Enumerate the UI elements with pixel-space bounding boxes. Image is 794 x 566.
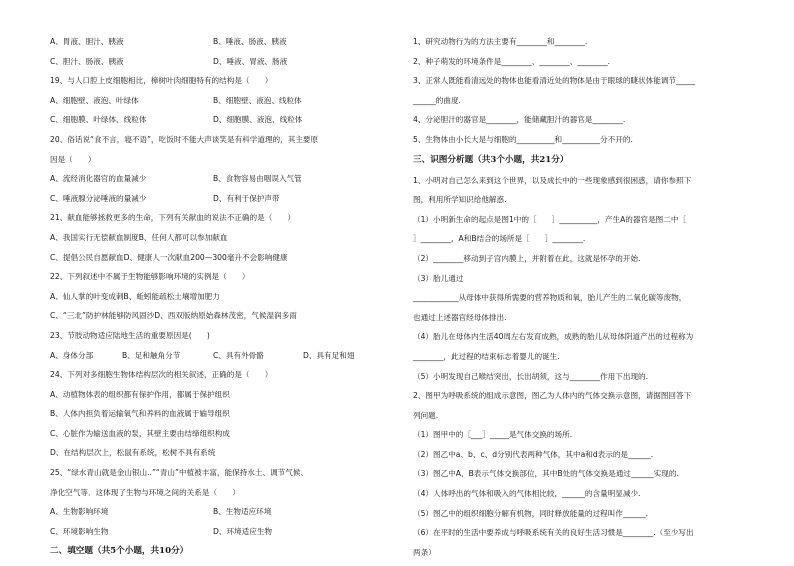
- option-text: B、生物适应环境: [213, 507, 272, 517]
- question-text: A、我国实行无偿献血制度B、任何人都可以参加献血: [50, 232, 228, 242]
- option-text: D、环境适应生物: [213, 526, 273, 536]
- option-text: C、唾液腺分泌唾液的量减少: [50, 193, 147, 203]
- question-text: A、动植物体表的组织都有保护作用，都属于保护组织: [50, 389, 230, 399]
- question-text: C、“三北”防护林能够防风固沙D、西双版纳原始森林茂密，气候湿润多雨: [50, 311, 297, 321]
- question-text: 1、小明对自己怎么来到这个世界，以及成长中的一些现象感到很困惑，请你参照下: [413, 175, 692, 185]
- option-text: B、细胞壁、液泡、线粒体: [213, 95, 302, 105]
- question-text: （4）胎儿在母体内生活40周左右发育成熟，成熟的胎儿从母体阴道产出的过程称为: [413, 332, 694, 342]
- answer-options-row: [50, 36, 390, 47]
- question-text: （6）在平时的生活中要养成与呼吸系统有关的良好生活习惯是________.（至少写出: [413, 528, 694, 538]
- question-text: 19、与人口腔上皮细胞相比，樟树叶肉细胞特有的结构是（ ）: [50, 76, 273, 86]
- question-text: （2）图乙中a、b、c、d分别代表两种气体，其中a和d表示的是______.: [413, 449, 654, 459]
- question-text: 25、“绿水青山就是金山银山..”“青山”中植被丰富，能保持水土、调节气候、: [50, 468, 309, 478]
- question-text: 也通过上述器官经母体排出.: [413, 312, 507, 322]
- option-text: C、细胞膜、叶绿体、线粒体: [50, 115, 147, 125]
- left-column: [50, 36, 390, 566]
- question-text: 4、分泌胆汁的器官是________，能储藏胆汁的器官是________.: [413, 115, 626, 125]
- question-text: 3、正常人既能看清远处的物体也能看清近处的物体是由于眼球的睫状体能调节_____: [413, 76, 695, 86]
- question-text: （1）图甲中的［___］_____是气体交换的场所.: [413, 430, 573, 440]
- option-text: A、胃液、胆汁、胰液: [50, 37, 124, 46]
- option-text: D、细胞膜、液泡、线粒体: [213, 115, 303, 125]
- question-text: 2、种子萌发的环境条件是________、________、________.: [413, 56, 611, 66]
- right-column: [413, 36, 758, 566]
- section-heading-fill-in: 二、填空题（共5个小题，共10分）: [50, 546, 189, 557]
- option-text: B、唾液、肠液、胰液: [213, 37, 287, 46]
- option-text: B、食物容易由咽误入气管: [213, 174, 302, 184]
- section-heading-diagram-analysis: 三、识图分析题（共3个小题，共21分）: [413, 154, 569, 165]
- option-text: D、唾液、胃液、肠液: [213, 56, 288, 66]
- answer-options-row: [50, 526, 390, 537]
- question-text: 两条）: [413, 547, 436, 557]
- question-text: 24、下列对多细胞生物体结构层次的相关叙述，正确的是（ ）: [50, 370, 273, 380]
- question-text: （5）图乙中的组织细胞分解有机物，同时释放能量的过程叫作______.: [413, 508, 649, 518]
- option-text: C、胆汁、肠液、胰液: [50, 56, 124, 66]
- answer-options-row: [50, 193, 390, 204]
- question-text: ____________从母体中获得所需要的营养物质和氧，胎儿产生的二氧化碳等废物，: [413, 293, 687, 303]
- question-text: 2、图甲为呼吸系统的组成示意图，图乙为人体内的气体交换示意图，请据图回答下: [413, 391, 692, 401]
- answer-options-row: [50, 506, 390, 517]
- question-text: （3）图乙中A、B表示气体交换部位，其中B处的气体交换是通过______实现的.: [413, 469, 679, 479]
- option-text: B、足和触角分节: [122, 350, 181, 360]
- question-text: C、提倡公民自愿献血D、健康人一次献血200—300毫升不会影响健康: [50, 252, 288, 262]
- option-text: C、环境影响生物: [50, 526, 109, 536]
- option-text: D、有利于保护声带: [213, 193, 280, 203]
- option-text: D、具有足和翅: [303, 350, 355, 360]
- question-text: 20、俗话说“食不言，寝不语”，吃饭时不能大声谈笑是有科学道理的，其主要原: [50, 134, 319, 144]
- question-text: 因是（ ）: [50, 154, 96, 164]
- question-text: 净化空气等．这体现了生物与环境之间的关系是（ ）: [50, 487, 240, 497]
- option-text: A、流经消化器官的血量减少: [50, 174, 147, 184]
- question-text: （5）小明发现自己喉结突出，长出胡须，这与________作用下出现的.: [413, 371, 649, 381]
- option-text: A、身体分部: [50, 350, 94, 360]
- option-text: A、生物影响环境: [50, 507, 109, 517]
- question-text: 图，利用所学知识给他解惑.: [413, 195, 507, 205]
- question-text: D、在结构层次上，松鼠有系统，松树不具有系统: [50, 448, 216, 458]
- answer-options-row: [50, 56, 390, 67]
- question-text: 列问题.: [413, 410, 439, 420]
- question-text: （2）________移动到子宫内膜上，并附着在此，这就是怀孕的开始.: [413, 253, 641, 263]
- question-text: （3）胎儿通过: [413, 273, 464, 283]
- answer-options-row: [50, 350, 390, 361]
- question-text: 22、下列叙述中不属于生物能够影响环境的实例是（ ）: [50, 272, 250, 282]
- question-text: 5、生物体由小长大是与细胞的__________和__________分不开的.: [413, 134, 633, 144]
- answer-options-row: [50, 114, 390, 125]
- question-text: ________，此过程的结束标志着婴儿的诞生.: [413, 351, 560, 361]
- question-text: 1、研究动物行为的方法主要有________和________.: [413, 37, 588, 46]
- option-text: A、细胞壁、液泡、叶绿体: [50, 95, 139, 105]
- question-text: B、人体内担负着运输氧气和养料的血液属于输导组织: [50, 409, 230, 419]
- question-text: A、仙人掌的叶变成刺B、蚯蚓能疏松土壤增加肥力: [50, 291, 220, 301]
- option-text: C、具有外骨骼: [213, 350, 264, 360]
- question-text: ］________，A和B结合的场所是［ ］________.: [413, 234, 586, 244]
- question-text: （4）人体呼出的气体和吸入的气体相比较，______的含量明显减少.: [413, 489, 641, 499]
- answer-options-row: [50, 173, 390, 184]
- question-text: （1）小明新生命的起点是图1中的［ ］__________，产生A的器官是图二中［: [413, 214, 687, 224]
- question-text: C、心脏作为输送血液的泵，其壁主要由结缔组织构成: [50, 428, 230, 438]
- answer-options-row: [50, 95, 390, 106]
- question-text: 21、献血能够拯救更多的生命，下列有关献血的说法不正确的是（ ）: [50, 213, 296, 223]
- question-text: ______的曲度.: [413, 95, 461, 105]
- question-text: 23、节肢动物适应陆地生活的重要原因是( ): [50, 330, 210, 340]
